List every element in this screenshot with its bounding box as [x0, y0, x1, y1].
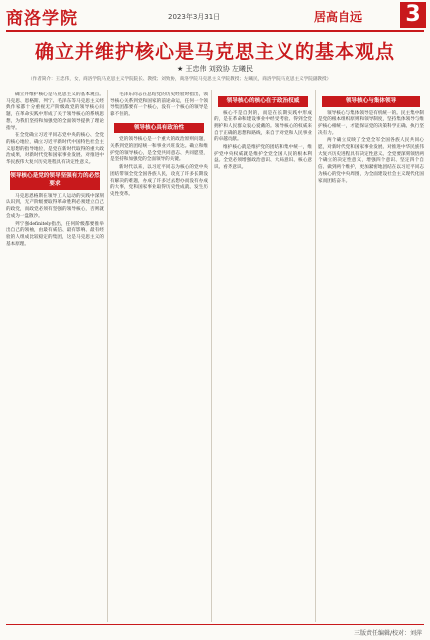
paragraph: 列宁强definitely指出，任何阶级都要推举出自己的领袖，由最有威信、最有影响、最有经验的人组成比较稳定的集团，这是马克思主义的基本原理。 — [6, 221, 104, 247]
article-column-4 — [318, 92, 424, 620]
section-heading: 领导核心是党的领导坚强有力的必然要求 — [10, 171, 100, 190]
section-title: 居高自远 — [314, 10, 363, 24]
paragraph: 领导核心与集体领导是有机统一的。民主集中制是党的根本组织原则和领导制度，坚持集体领导与维护核心相统一，才能保证党的决策科学正确、执行坚决有力。 — [318, 110, 424, 136]
article-column-1 — [6, 92, 104, 620]
article-title: 确立并维护核心是马克思主义的基本观点 — [34, 41, 395, 63]
paragraph: 在全党确立习近平同志党中央的核心、全党的核心地位，确立习近平新时代中国特色社会主义思想的指导地位，是党在新时代取得的重大政治成果，对新时代党和国家事业发展、对推进中华民族伟大复兴历史进程具有决定性意义。 — [6, 133, 104, 166]
article-column-2 — [110, 92, 208, 620]
newspaper-logo: 商洛学院 — [6, 9, 78, 29]
paragraph: 核心不是自封的，而是在长期实践中形成的，是在革命和建设事业中经受考验、得到全党拥护和人民群众衷心爱戴的。领导核心的权威来自于正确的思想和路线，来自于对党和人民事业的卓越贡献。 — [214, 110, 312, 143]
page-number: 3 — [400, 2, 426, 28]
masthead — [0, 0, 430, 30]
column-divider — [315, 90, 316, 622]
paragraph: 马克思恩格斯在领导工人运动的实践中深刻认识到，无产阶级要取得革命胜利必须建立自己的政党，而政党必须有坚强的领导核心，否则就会成为一盘散沙。 — [6, 193, 104, 219]
article-column-3 — [214, 92, 312, 620]
paragraph: 确立并维护核心是马克思主义的基本观点。马克思、恩格斯、列宁、毛泽东等马克思主义经典作家都十分重视无产阶级政党的领导核心问题，在革命实践中形成了关于领导核心的系统思想，为我们坚持和加强党的全面领导提供了理论指导。 — [6, 92, 104, 131]
page-footer — [0, 624, 430, 640]
column-divider — [107, 90, 108, 622]
section-heading: 领导核心具有政治性 — [114, 123, 204, 134]
section-heading: 领导核心的核心在于政治权威 — [218, 96, 308, 107]
paragraph: 党的领导核心是一个重大的政治原则问题，关系到党的团结统一和事业兴旺发达。确立和维护党的领导核心，是全党共同意志、共同愿望，是坚持和加强党的全面领导的关键。 — [110, 137, 208, 163]
author-note: （作者简介：王忠伟，女，商洛学院马克思主义学院院长、教授；刘致协，商洛学院马克思主义学院教授；左曦民，商洛学院马克思主义学院副教授） — [28, 77, 332, 82]
article-authors: ★ 王忠伟 刘致协 左曦民 — [177, 65, 253, 73]
header-rule — [6, 30, 424, 32]
editor-credit: 三版责任编辑/校对：刘萍 — [353, 630, 422, 637]
section-heading: 领导核心与集体领导 — [322, 96, 420, 107]
paragraph: 两个确立反映了全党全军全国各族人民共同心愿，对新时代党和国家事业发展、对推进中华民族伟大复兴历史进程具有决定性意义。全党要深刻领悟两个确立的决定性意义，增强四个意识、坚定四个自信、做到两个维护，更加紧密地团结在以习近平同志为核心的党中央周围，为全面建设社会主义现代化国家而团结奋斗。 — [318, 138, 424, 184]
paragraph: 毛泽东同志在总结党的历史经验时指出，领导核心关系到党和国家的前途命运，任何一个领导集团都要有一个核心，没有一个核心的领导是靠不住的。 — [110, 92, 208, 118]
column-divider — [211, 90, 212, 622]
issue-date: 2023年3月31日 — [168, 13, 221, 21]
footer-rule — [6, 624, 424, 625]
paragraph: 维护核心就是维护党的团结和集中统一，维护党中央权威就是维护全党全国人民的根本利益。全党必须增强政治意识、大局意识、核心意识、看齐意识。 — [214, 145, 312, 171]
paragraph: 新时代以来，以习近平同志为核心的党中央团结带领全党全国各族人民，攻克了许多长期没有解决的难题，办成了许多过去想办而没有办成的大事，党和国家事业取得历史性成就、发生历史性变革。 — [110, 165, 208, 197]
